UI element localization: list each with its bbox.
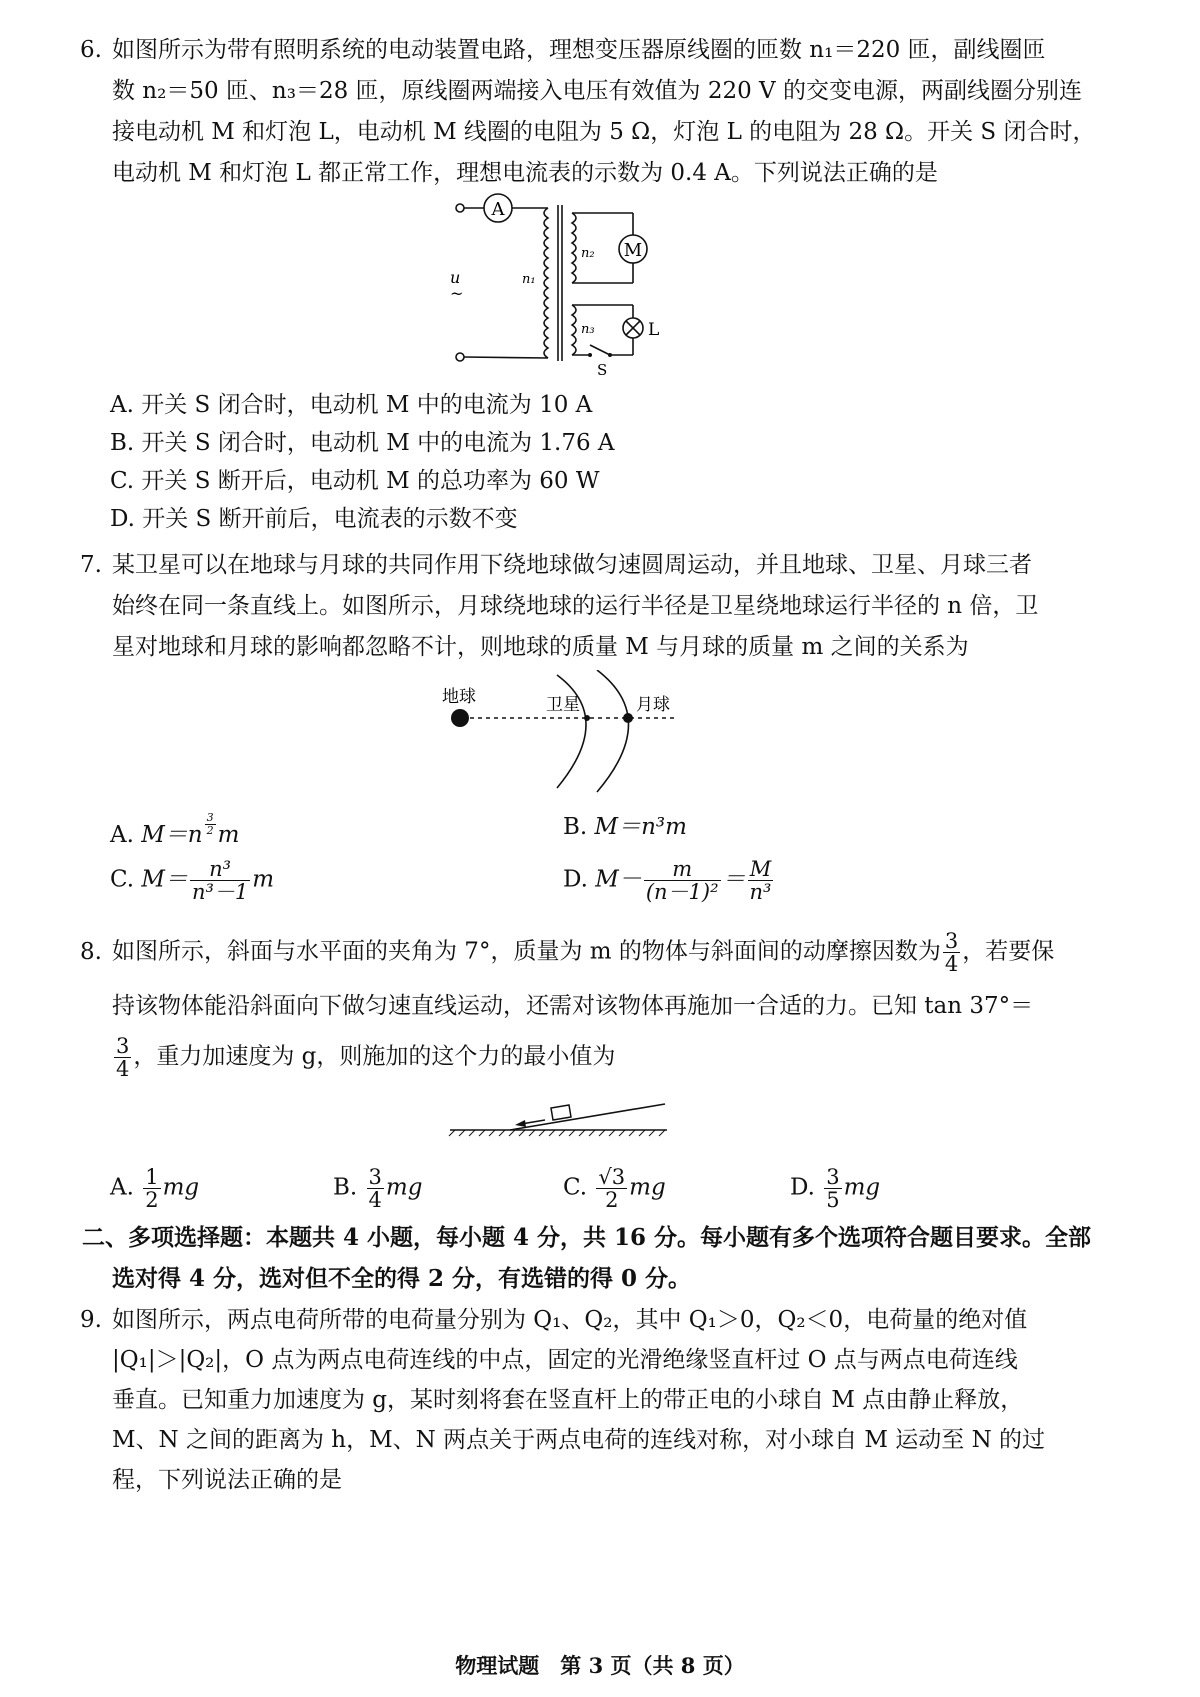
motor-label: M xyxy=(623,240,643,261)
fraction: $\frac{\text{n³}}{\text{n³－1}}$ xyxy=(191,857,249,905)
question-7-line: 某卫星可以在地球与月球的共同作用下绕地球做匀速圆周运动，并且地球、卫星、月球三者 xyxy=(112,552,1032,578)
option-letter: D. xyxy=(790,1174,815,1201)
question-9-line: 垂直。已知重力加速度为 g，某时刻将套在竖直杆上的带正电的小球自 M 点由静止释放， xyxy=(112,1387,1024,1413)
fraction: $\frac{M}{\text{n³}}$ xyxy=(749,857,772,905)
question-6-line: 电动机 M 和灯泡 L 都正常工作，理想电流表的示数为 0.4 A。下列说法正确的是 xyxy=(112,160,938,186)
incline-figure xyxy=(445,1090,675,1140)
option-letter: B. xyxy=(563,814,588,840)
section-2-line: 选对得 4 分，选对但不全的得 2 分，有选错的得 0 分。 xyxy=(112,1265,692,1292)
question-9-line: M、N 之间的距离为 h，M、N 两点关于两点电荷的连线对称，对小球自 M 运动至 N 的过 xyxy=(112,1427,1046,1453)
option-expression: M＝ xyxy=(141,866,188,893)
moon-dot xyxy=(623,713,633,723)
question-9-line: |Q₁|＞|Q₂|，O 点为两点电荷连线的中点，固定的光滑绝缘竖直杆过 O 点与两点电荷连线 xyxy=(112,1347,1018,1373)
option-expression: M＝n xyxy=(141,822,203,849)
question-6-line: 如图所示为带有照明系统的电动装置电路，理想变压器原线圈的匝数 n₁＝220 匝，副线圈匝 xyxy=(112,37,1046,63)
question-8-option-c xyxy=(563,1166,666,1211)
question-6-number: 6. xyxy=(80,37,102,63)
block xyxy=(551,1105,571,1120)
earth-dot xyxy=(451,709,469,727)
question-8-text: ，若要保 xyxy=(962,938,1055,965)
option-expression: M＝n³m xyxy=(594,814,687,840)
option-letter: D. xyxy=(563,866,588,893)
n3-label: n₃ xyxy=(581,322,595,337)
secondary-coil-n3 xyxy=(572,305,576,355)
option-letter: C. xyxy=(110,866,135,893)
switch-symbol xyxy=(590,345,610,355)
option-letter: A. xyxy=(110,822,134,849)
question-6-line: 接电动机 M 和灯泡 L，电动机 M 线圈的电阻为 5 Ω，灯泡 L 的电阻为 28 Ω。开关 S 闭合时， xyxy=(112,119,1096,145)
question-8-option-b xyxy=(333,1166,422,1211)
secondary-coil-n2 xyxy=(572,213,576,283)
question-8-line-1 xyxy=(112,930,1054,975)
question-9-stem xyxy=(112,1300,1045,1500)
fraction: $\frac{m}{\text{(n－1)²}}$ xyxy=(645,857,719,905)
option-expression: M－ xyxy=(595,866,642,893)
friction-coefficient-fraction: $\frac{3}{4}$ xyxy=(944,929,959,977)
question-9-number: 9. xyxy=(80,1307,102,1333)
option-letter: A. xyxy=(110,1174,134,1201)
transformer-circuit-figure xyxy=(440,185,690,380)
question-6-stem xyxy=(112,30,1096,194)
fraction: $\frac{√3}{2}$ xyxy=(598,1165,626,1213)
earth-moon-figure xyxy=(430,670,700,795)
question-9-line: 如图所示，两点电荷所带的电荷量分别为 Q₁、Q₂，其中 Q₁＞0，Q₂＜0，电荷量的绝对值 xyxy=(112,1307,1028,1333)
satellite-dot xyxy=(584,715,590,721)
fraction: $\frac{3}{5}$ xyxy=(826,1165,840,1213)
n2-label: n₂ xyxy=(581,246,595,261)
option-expression-tail: m xyxy=(217,822,240,849)
question-7-number: 7. xyxy=(80,552,102,578)
moon-orbit-arc xyxy=(597,670,629,792)
question-9-line: 程，下列说法正确的是 xyxy=(112,1467,342,1493)
voltage-label: u xyxy=(450,268,461,287)
question-7-stem xyxy=(112,545,1038,668)
question-7-option-c xyxy=(110,858,274,903)
lamp-label: L xyxy=(648,320,660,340)
switch-label: S xyxy=(597,361,608,379)
question-8-text: 如图所示，斜面与水平面的夹角为 7°，质量为 m 的物体与斜面间的动摩擦因数为 xyxy=(112,938,941,965)
question-7-option-d xyxy=(563,858,775,903)
moon-label: 月球 xyxy=(636,695,670,715)
satellite-label: 卫星 xyxy=(546,695,580,715)
question-6-option-a: A. 开关 S 闭合时，电动机 M 中的电流为 10 A xyxy=(110,392,593,418)
question-6-line: 数 n₂＝50 匝、n₃＝28 匝，原线圈两端接入电压有效值为 220 V 的交变电源，两副线圈分别连 xyxy=(112,78,1082,104)
option-expression-tail: mg xyxy=(843,1174,881,1201)
question-6-option-c: C. 开关 S 断开后，电动机 M 的总功率为 60 W xyxy=(110,468,600,494)
tan-value-fraction: $\frac{3}{4}$ xyxy=(116,1034,130,1082)
option-letter: B. xyxy=(333,1174,358,1201)
primary-coil xyxy=(544,208,548,358)
question-7-line: 始终在同一条直线上。如图所示，月球绕地球的运行半径是卫星绕地球运行半径的 n 倍，卫 xyxy=(112,593,1039,619)
option-expression-tail: mg xyxy=(385,1174,423,1201)
option-expression-tail: mg xyxy=(162,1174,200,1201)
question-8-line-3 xyxy=(112,1035,615,1080)
question-6-option-b: B. 开关 S 闭合时，电动机 M 中的电流为 1.76 A xyxy=(110,430,615,456)
option-expression-tail: m xyxy=(252,866,275,893)
option-expression-tail: mg xyxy=(629,1174,666,1201)
section-2-line: 二、多项选择题：本题共 4 小题，每小题 4 分，共 16 分。每小题有多个选项符合题目要求。全部 xyxy=(82,1224,1092,1251)
question-8-line-2: 持该物体能沿斜面向下做匀速直线运动，还需对该物体再施加一合适的力。已知 tan 37°＝ xyxy=(112,993,1034,1019)
equals-sign: ＝ xyxy=(722,866,746,893)
question-8-text: ，重力加速度为 g，则施加的这个力的最小值为 xyxy=(133,1043,616,1070)
question-8-number: 8. xyxy=(80,939,102,965)
option-letter: C. xyxy=(563,1174,588,1201)
fraction: $\frac{1}{2}$ xyxy=(145,1165,159,1213)
question-7-line: 星对地球和月球的影响都忽略不计，则地球的质量 M 与月球的质量 m 之间的关系为 xyxy=(112,634,969,660)
exponent-fraction: $\frac{3}{2}$ xyxy=(206,811,214,837)
fraction: $\frac{3}{4}$ xyxy=(368,1165,382,1213)
n1-label: n₁ xyxy=(522,272,536,287)
incline-surface xyxy=(510,1104,665,1130)
satellite-orbit-arc xyxy=(557,675,586,788)
question-8-option-d xyxy=(790,1166,880,1211)
earth-label: 地球 xyxy=(442,687,476,707)
question-8-option-a xyxy=(110,1166,199,1211)
question-6-option-d: D. 开关 S 断开前后，电流表的示数不变 xyxy=(110,506,518,532)
ammeter-label: A xyxy=(491,199,505,220)
ac-symbol: ~ xyxy=(450,284,464,303)
question-7-option-a xyxy=(110,812,239,850)
question-7-option-b xyxy=(563,812,687,842)
section-2-header xyxy=(82,1217,1091,1299)
page-footer: 物理试题 第 3 页（共 8 页） xyxy=(455,1653,745,1678)
